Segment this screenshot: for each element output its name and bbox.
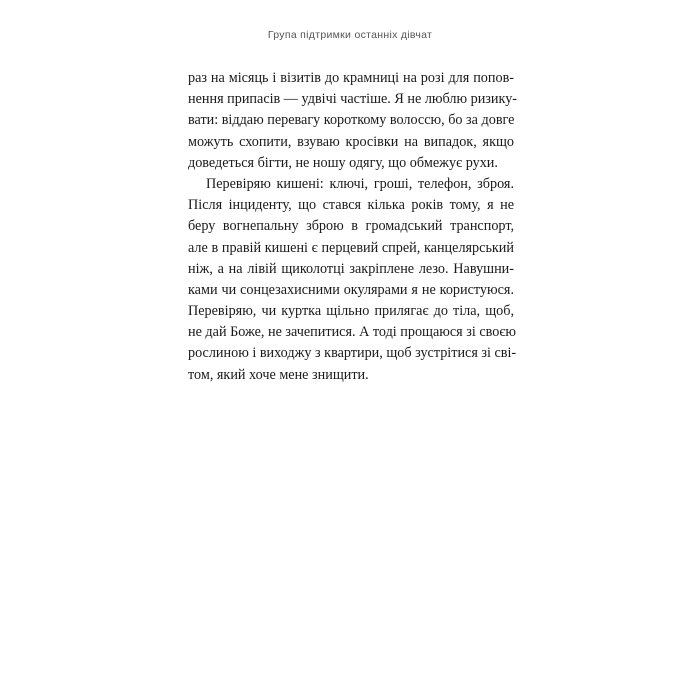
text-line: рослиною і виходжу з квартири, щоб зустрітися зі сві- [188,345,517,362]
text-line: ками чи сонцезахисними окулярами я не користуюся. [188,281,514,298]
text-line: ніж, а на лівій щиколотці закріплене лезо. Навушни- [188,260,514,277]
text-line: Після інциденту, що стався кілька років тому, я не [188,197,514,214]
text-line: вати: віддаю перевагу короткому волоссю, бо за довге [188,112,515,129]
text-line: але в правій кишені є перцевий спрей, канцелярський [188,239,514,256]
body-text [188,68,518,386]
paragraph-first-line: Перевіряю кишені: ключі, гроші, телефон, зброя. [206,175,514,192]
text-line: том, який хоче мене знищити. [188,366,369,383]
text-line: не дай Боже, не зачепитися. А тоді прощаюся зі своєю [188,324,517,341]
running-head: Група підтримки останніх дівчат [267,29,433,41]
text-line: беру вогнепальну зброю в громадський транспорт, [188,218,514,235]
text-line: доведеться бігти, не ношу одягу, що обмежує рухи. [188,154,498,171]
text-line: можуть схопити, взуваю кросівки на випадок, якщо [188,133,514,150]
text-line: нення припасів — удвічі частіше. Я не люблю ризику- [188,91,518,108]
text-line: раз на місяць і візитів до крамниці на розі для попов- [188,70,514,86]
text-line: Перевіряю, чи куртка щільно прилягає до тіла, щоб, [188,303,514,320]
